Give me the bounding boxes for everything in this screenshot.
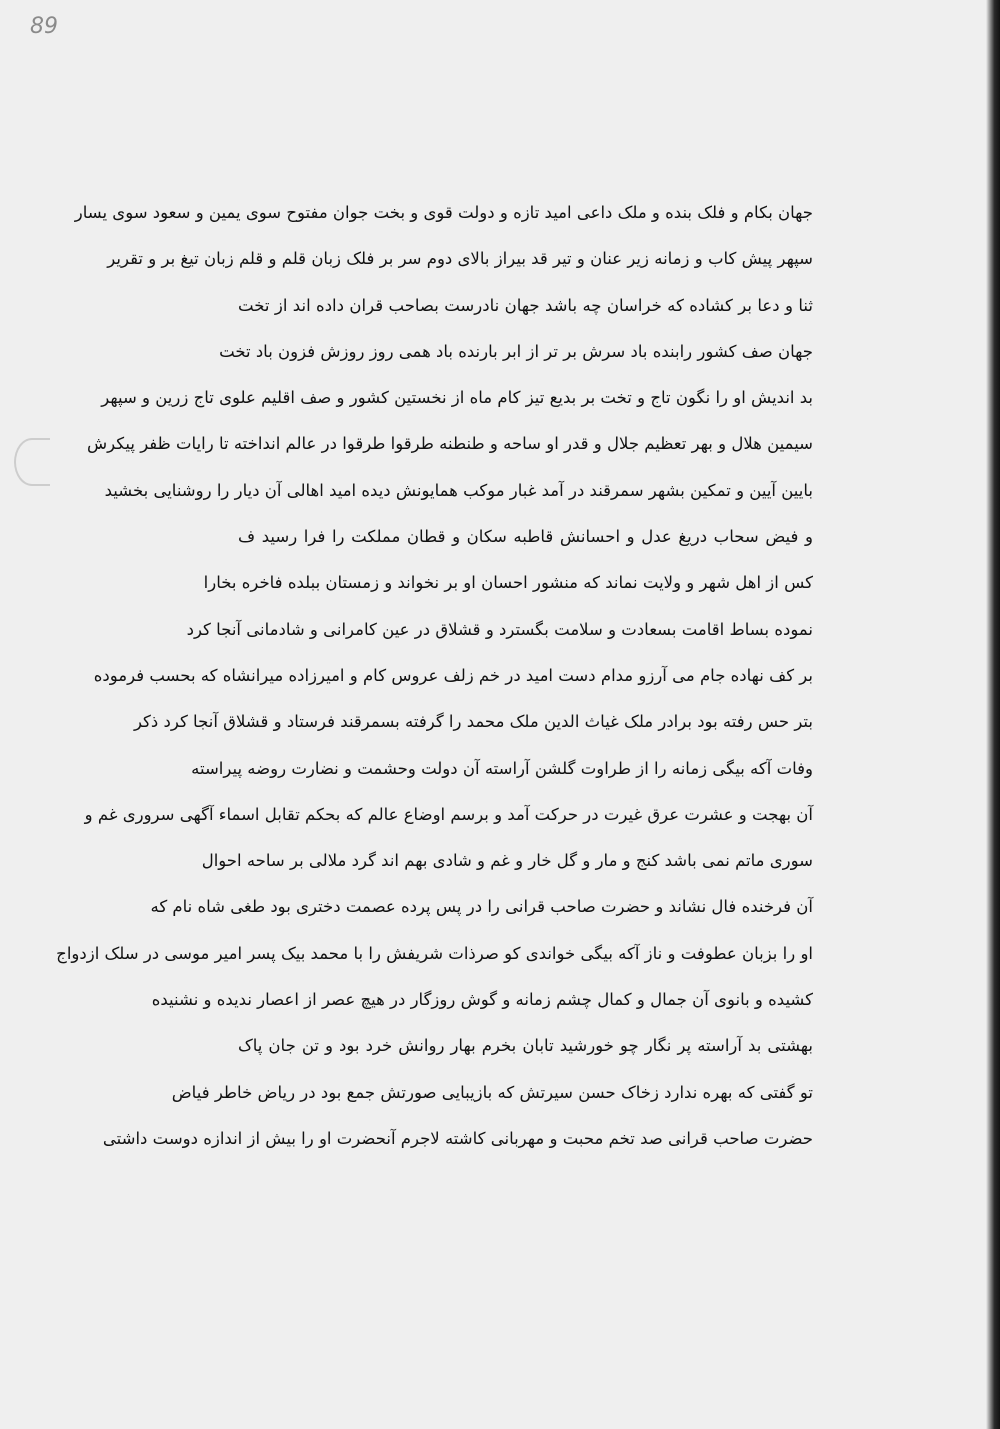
manuscript-text-block bbox=[56, 190, 813, 1302]
page-scan-edge bbox=[986, 0, 1000, 1429]
manuscript-line: ثنا و دعا بر کشاده که خراسان چه باشد جهان نادرست بصاحب قران داده اند از تخت bbox=[238, 295, 813, 315]
manuscript-line: بتر حس رفته بود برادر ملک غیاث الدین ملک محمد را گرفته بسمرقند فرستاد و قشلاق آنجا کرد ذکر bbox=[133, 712, 813, 732]
manuscript-line: سوری ماتم نمی باشد کنج و مار و گل خار و غم و شادی بهم اند گرد ملالی بر ساحه احوال bbox=[201, 851, 813, 871]
manuscript-line: وفات آکه بیگی زمانه را از طراوت گلشن آراسته آن دولت وحشمت و نضارت روضه پیراسته bbox=[191, 758, 813, 778]
manuscript-line: و فیض سحاب دریغ عدل و احسانش قاطبه سکان و قطان مملکت را فرا رسید ف bbox=[238, 527, 813, 547]
manuscript-line: او را بزبان عطوفت و ناز آکه بیگی خواندی کو صرذات شریفش را با محمد بیک پسر امیر موسی در سلک ازدواج bbox=[56, 943, 813, 963]
manuscript-line: کشیده و بانوی آن جمال و کمال چشم زمانه و گوش روزگار در هیچ عصر از اعصار ندیده و نشنیده bbox=[151, 990, 813, 1010]
manuscript-line: آن فرخنده فال نشاند و حضرت صاحب قرانی را در پس پرده عصمت دختری بود طغی شاه نام که bbox=[150, 897, 813, 917]
manuscript-line: جهان صف کشور رابنده باد سرش بر تر از ابر بارنده باد همی روز روزش فزون باد تخت bbox=[219, 341, 813, 361]
manuscript-line: سپهر پیش کاب و زمانه زیر عنان و تیر قد بیراز بالای دوم سر بر فلک زبان قلم و قلم زبان تیغ بر و تقریر bbox=[107, 249, 813, 269]
manuscript-line: حضرت صاحب قرانی صد تخم محبت و مهربانی کاشته لاجرم آنحضرت او را بیش از اندازه دوست داشتی bbox=[102, 1128, 813, 1148]
manuscript-line: بد اندیش او را نگون تاج و تخت بر بدیع تیز کام ماه از نخستین کشور و صف اقلیم علوی تاج زرین و سپهر bbox=[101, 388, 813, 408]
manuscript-line: نموده بساط اقامت بسعادت و سلامت بگسترد و قشلاق در عین کامرانی و شادمانی آنجا کرد bbox=[186, 619, 813, 639]
manuscript-line: سیمین هلال و بهر تعظیم جلال و قدر او ساحه و طنطنه طرقوا طرقوا در عالم انداخته تا رایات ظفر پیکرش bbox=[87, 434, 813, 454]
folio-number: 89 bbox=[30, 14, 58, 39]
manuscript-line: بایین آیین و تمکین بشهر سمرقند در آمد غبار موکب همایونش دیده امید اهالی آن دیار را روشنایی بخشید bbox=[104, 480, 813, 500]
manuscript-line: بر کف نهاده جام می آرزو مدام دست امید در خم زلف عروس کام و امیرزاده میرانشاه که بحسب فرموده bbox=[93, 665, 813, 685]
manuscript-line: کس از اهل شهر و ولایت نماند که منشور احسان او بر نخواند و زمستان ببلده فاخره بخارا bbox=[203, 573, 813, 593]
manuscript-line: آن بهجت و عشرت عرق غیرت در حرکت آمد و برسم اوضاع عالم که بحکم تقابل اسماء آگهی سروری غم و bbox=[84, 804, 813, 824]
manuscript-line: تو گفتی که بهره ندارد زخاک حسن سیرتش که بازیبایی صورتش جمع بود در ریاض خاطر فیاض bbox=[171, 1082, 813, 1102]
margin-mark bbox=[14, 438, 50, 486]
manuscript-line: جهان بکام و فلک بنده و ملک داعی امید تازه و دولت قوی و بخت جوان مفتوح سوی یمین و سعود سوی یسار bbox=[74, 203, 813, 222]
manuscript-line: بهشتی بد آراسته پر نگار چو خورشید تابان بخرم بهار روانش خرد بود و تن جان پاک bbox=[238, 1036, 813, 1056]
